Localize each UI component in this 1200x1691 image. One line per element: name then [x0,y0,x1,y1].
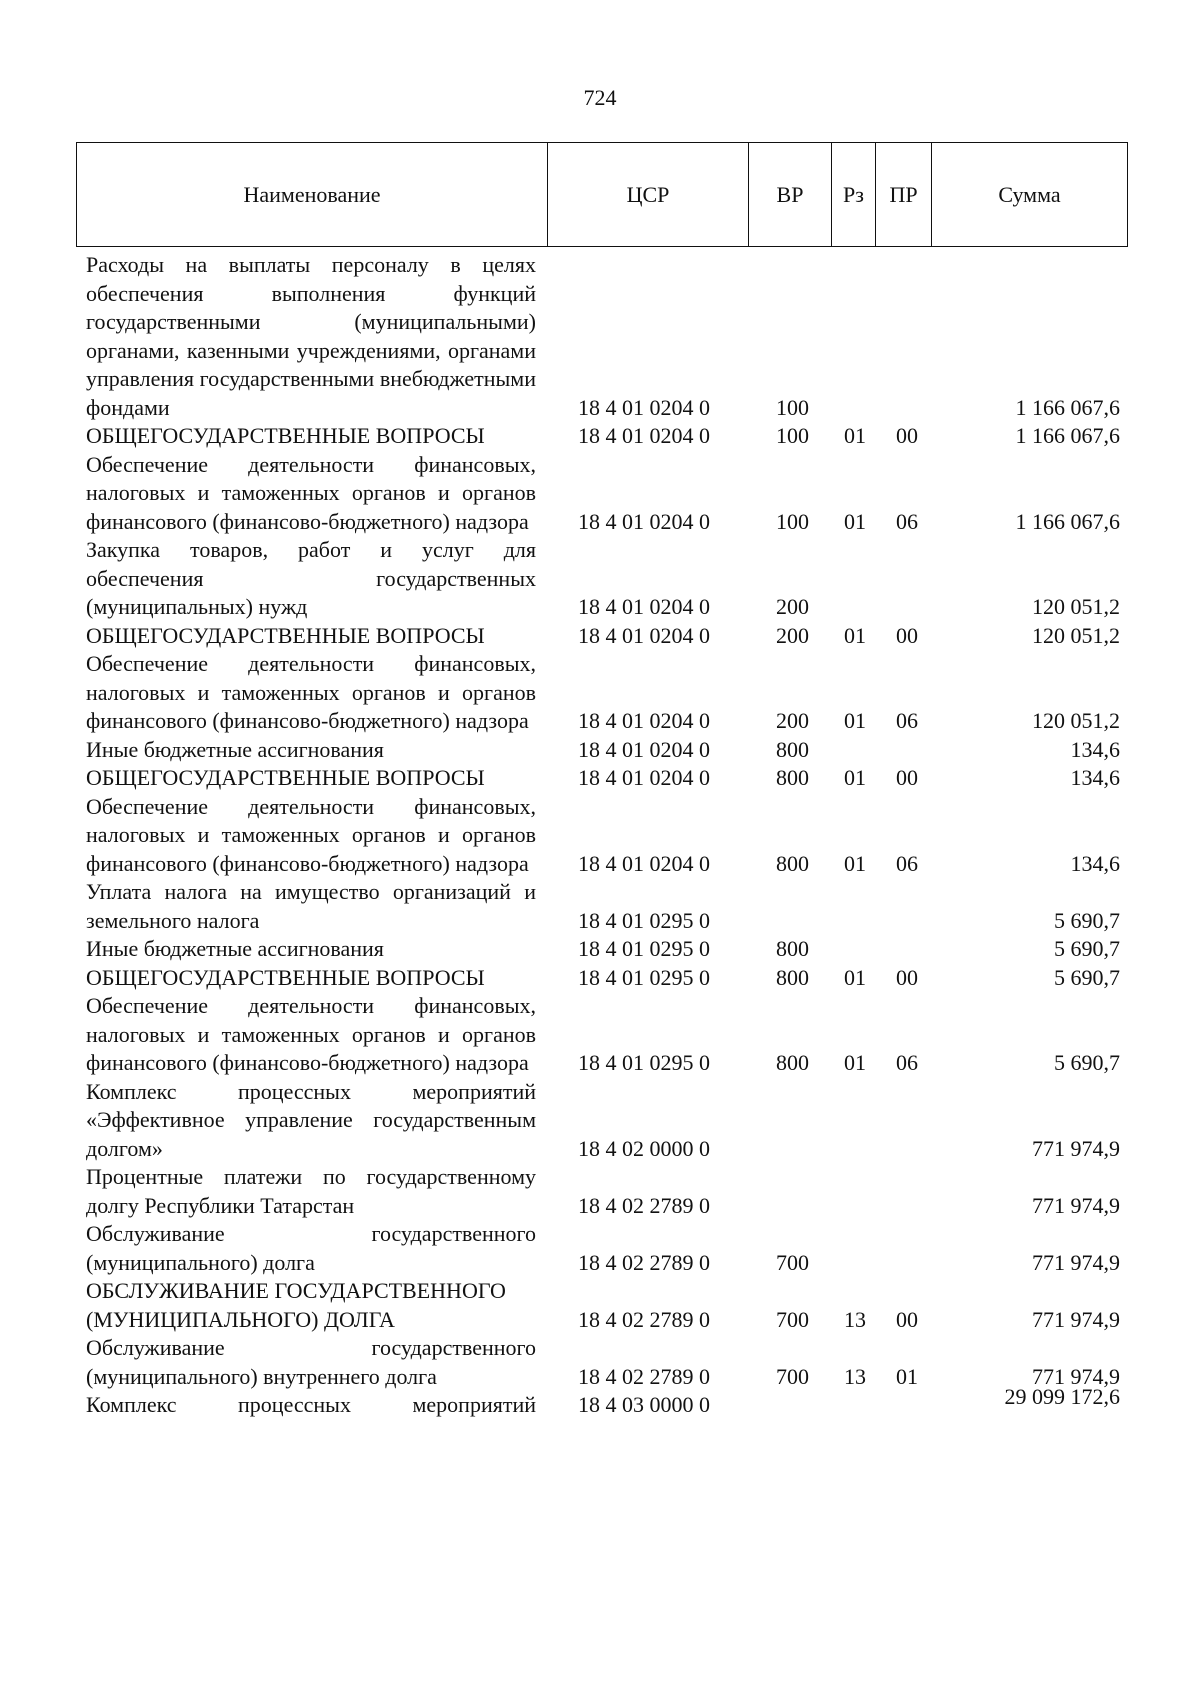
row-csr: 18 4 01 0204 0 [578,423,710,448]
row-rz: 01 [844,708,866,733]
row-sum: 5 690,7 [1054,964,1120,990]
row-csr: 18 4 01 0204 0 [578,765,710,790]
row-name: ОБСЛУЖИВАНИЕ ГОСУДАРСТВЕННОГО (МУНИЦИПАЛЬНОГО) ДОЛГА [86,1278,506,1332]
table-row [0,935,1200,964]
row-vr: 800 [776,936,809,961]
row-name: Обслуживание государственного (муниципального) долга [86,1221,536,1275]
row-name: Уплата налога на имущество организаций и земельного налога [86,879,536,933]
row-csr: 18 4 01 0295 0 [578,936,710,961]
row-name: Иные бюджетные ассигнования [86,736,384,762]
row-name: Обеспечение деятельности финансовых, налоговых и таможенных органов и органов финансового (финансово-бюджетного) надзора [86,451,536,534]
row-csr: 18 4 03 0000 0 [578,1392,710,1417]
table-row [0,964,1200,993]
row-sum: 29 099 172,6 [1004,1384,1120,1409]
row-pr: 00 [896,1306,918,1332]
header-rz: Рз [832,143,876,246]
row-sum: 5 690,7 [1054,936,1120,961]
row-sum: 134,6 [1070,765,1120,790]
page-number: 724 [583,85,617,110]
row-csr: 18 4 01 0204 0 [578,850,710,876]
table-row [0,1384,1200,1420]
table-row [0,793,1200,879]
table-row [0,1078,1200,1164]
row-vr: 200 [776,594,809,619]
table-body [0,251,1200,1420]
row-name: Процентные платежи по государственному долгу Республики Татарстан [86,1164,536,1218]
row-sum: 771 974,9 [1032,1306,1120,1332]
row-sum: 1 166 067,6 [1015,423,1120,448]
header-vr: ВР [749,143,832,246]
table-row [0,1163,1200,1220]
row-csr: 18 4 02 2789 0 [578,1363,710,1389]
row-name: Комплекс процессных мероприятий [86,1392,536,1417]
row-vr: 200 [776,708,809,733]
header-name: Наименование [77,143,548,246]
row-name: ОБЩЕГОСУДАРСТВЕННЫЕ ВОПРОСЫ [86,964,485,990]
row-csr: 18 4 01 0204 0 [578,394,710,420]
row-csr: 18 4 01 0295 0 [578,907,710,933]
table-header [76,142,1128,247]
row-name: Обеспечение деятельности финансовых, налоговых и таможенных органов и органов финансового (финансово-бюджетного) надзора [86,651,536,733]
row-vr: 700 [776,1306,809,1332]
row-vr: 800 [776,964,809,990]
table-row [0,878,1200,935]
row-csr: 18 4 01 0295 0 [578,964,710,990]
row-pr: 00 [896,964,918,990]
row-sum: 771 974,9 [1032,1135,1120,1161]
row-pr: 06 [896,1050,918,1075]
row-sum: 5 690,7 [1054,1050,1120,1075]
row-pr: 06 [896,708,918,733]
row-sum: 120 051,2 [1032,594,1120,619]
row-sum: 771 974,9 [1032,1249,1120,1275]
header-csr: ЦСР [548,143,749,246]
row-vr: 100 [776,394,809,420]
row-name: Обеспечение деятельности финансовых, налоговых и таможенных органов и органов финансового (финансово-бюджетного) надзора [86,793,536,876]
row-name: Комплекс процессных мероприятий «Эффективное управление государственным долгом» [86,1078,536,1161]
row-rz: 01 [844,622,866,648]
row-vr: 800 [776,1050,809,1075]
row-csr: 18 4 01 0204 0 [578,622,710,648]
row-rz: 13 [844,1306,866,1332]
row-rz: 01 [844,1050,866,1075]
row-csr: 18 4 02 2789 0 [578,1306,710,1332]
row-sum: 134,6 [1070,850,1120,876]
row-pr: 00 [896,765,918,790]
row-pr: 01 [896,1363,918,1389]
row-vr: 100 [776,508,809,534]
row-rz: 01 [844,508,866,534]
row-vr: 100 [776,423,809,448]
table-row [0,422,1200,451]
row-csr: 18 4 01 0204 0 [578,708,710,733]
table-row [0,622,1200,651]
row-csr: 18 4 01 0204 0 [578,736,710,762]
row-sum: 771 974,9 [1032,1363,1120,1389]
row-sum: 120 051,2 [1032,708,1120,733]
header-pr: ПР [876,143,932,246]
row-name: Обеспечение деятельности финансовых, налоговых и таможенных органов и органов финансового (финансово-бюджетного) надзора [86,993,536,1075]
row-vr: 800 [776,765,809,790]
row-pr: 06 [896,850,918,876]
row-vr: 800 [776,850,809,876]
row-csr: 18 4 02 0000 0 [578,1135,710,1161]
row-pr: 00 [896,423,918,448]
row-rz: 01 [844,964,866,990]
row-sum: 120 051,2 [1032,622,1120,648]
row-name: Обслуживание государственного (муниципального) внутреннего долга [86,1335,536,1389]
table-row [0,536,1200,622]
row-rz: 01 [844,850,866,876]
row-name: Расходы на выплаты персоналу в целях обеспечения выполнения функций государственными (муниципальными) органами, казенными учреждениями, органами управления государственными внебюджетными фондами [86,252,536,420]
row-csr: 18 4 02 2789 0 [578,1192,710,1218]
row-pr: 06 [896,508,918,534]
table-row [0,736,1200,765]
row-sum: 134,6 [1070,736,1120,762]
row-rz: 01 [844,423,866,448]
table-row [0,251,1200,422]
row-csr: 18 4 01 0295 0 [578,1050,710,1075]
table-row [0,451,1200,537]
table-row [0,992,1200,1078]
row-csr: 18 4 01 0204 0 [578,508,710,534]
row-vr: 700 [776,1363,809,1389]
row-sum: 1 166 067,6 [1015,394,1120,420]
table-row [0,764,1200,793]
table-row [0,1277,1200,1334]
table-row [0,650,1200,736]
row-vr: 700 [776,1249,809,1275]
row-vr: 800 [776,736,809,762]
row-rz: 01 [844,765,866,790]
row-name: Иные бюджетные ассигнования [86,936,384,961]
table-row [0,1220,1200,1277]
row-name: ОБЩЕГОСУДАРСТВЕННЫЕ ВОПРОСЫ [86,765,485,790]
row-name: ОБЩЕГОСУДАРСТВЕННЫЕ ВОПРОСЫ [86,423,485,448]
row-name: Закупка товаров, работ и услуг для обеспечения государственных (муниципальных) нужд [86,537,536,619]
row-csr: 18 4 01 0204 0 [578,594,710,619]
row-csr: 18 4 02 2789 0 [578,1249,710,1275]
row-name: ОБЩЕГОСУДАРСТВЕННЫЕ ВОПРОСЫ [86,622,485,648]
row-pr: 00 [896,622,918,648]
row-vr: 200 [776,622,809,648]
header-sum: Сумма [998,181,1061,207]
row-sum: 1 166 067,6 [1015,508,1120,534]
row-sum: 5 690,7 [1054,907,1120,933]
row-rz: 13 [844,1363,866,1389]
row-sum: 771 974,9 [1032,1192,1120,1218]
